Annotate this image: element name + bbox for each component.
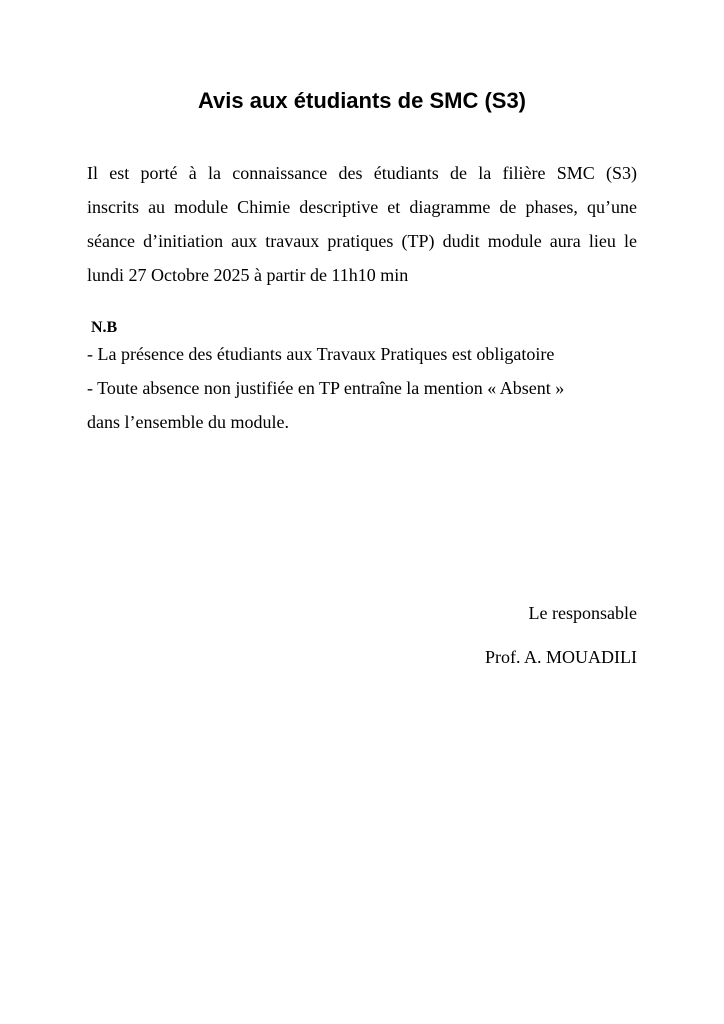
- signature-name: Prof. A. MOUADILI: [485, 647, 637, 667]
- notes-section: [87, 337, 647, 439]
- paragraph-line: séance d’initiation aux travaux pratiques (TP) dudit module aura lieu le: [87, 231, 637, 251]
- notice-title: Avis aux étudiants de SMC (S3): [197, 88, 527, 113]
- paragraph-line: Il est porté à la connaissance des étudiants de la filière SMC (S3): [87, 163, 637, 183]
- note-line: dans l’ensemble du module.: [87, 412, 289, 432]
- paragraph-line: lundi 27 Octobre 2025 à partir de 11h10 min: [87, 265, 409, 285]
- signature-role: Le responsable: [528, 603, 637, 623]
- signature-block: [485, 598, 637, 686]
- note-line: - La présence des étudiants aux Travaux Pratiques est obligatoire: [87, 344, 555, 364]
- notice-paragraph: [87, 156, 637, 292]
- paragraph-line: inscrits au module Chimie descriptive et diagramme de phases, qu’une: [87, 197, 637, 217]
- nb-label: N.B: [91, 319, 118, 336]
- note-line: - Toute absence non justifiée en TP entraîne la mention « Absent »: [87, 378, 565, 398]
